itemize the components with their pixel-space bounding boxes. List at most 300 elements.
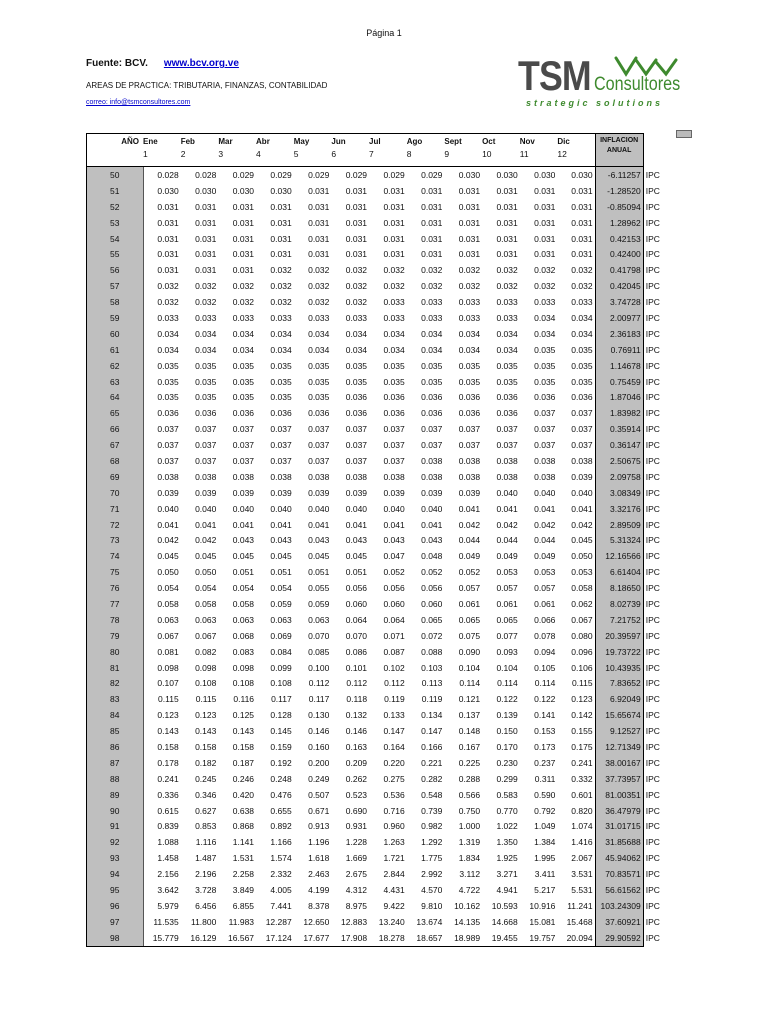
value-cell: 3.531 bbox=[557, 866, 595, 882]
value-cell: 0.143 bbox=[232, 726, 255, 737]
value-cell: 0.041 bbox=[557, 501, 595, 517]
value-cell: 0.042 bbox=[534, 519, 556, 530]
value-cell: 0.548 bbox=[421, 789, 443, 800]
value-cell: 0.178 bbox=[157, 757, 179, 768]
year-cell: 59 bbox=[87, 310, 144, 326]
index-tag-cell: IPC bbox=[645, 297, 660, 308]
value-cell: 0.036 bbox=[232, 408, 255, 419]
value-cell: 0.028 bbox=[157, 169, 179, 180]
value-cell: 0.033 bbox=[308, 312, 330, 323]
month-column-header: Abr 4 bbox=[256, 134, 294, 167]
value-cell: 0.627 bbox=[195, 805, 217, 816]
value-cell: 0.060 bbox=[345, 598, 368, 609]
value-cell: 0.040 bbox=[421, 503, 443, 514]
value-cell: 0.031 bbox=[195, 233, 217, 244]
value-cell: 0.103 bbox=[421, 662, 443, 673]
value-cell: 0.035 bbox=[496, 360, 518, 371]
index-tag-cell: IPC bbox=[645, 567, 660, 578]
inflation-cell: 19.73722 bbox=[595, 644, 643, 660]
value-cell: 0.241 bbox=[557, 755, 595, 771]
year-cell: 52 bbox=[87, 199, 144, 215]
value-cell: 12.650 bbox=[303, 916, 330, 927]
value-cell: 3.849 bbox=[232, 885, 255, 896]
value-cell: 0.055 bbox=[308, 583, 330, 594]
index-tag-cell: IPC bbox=[645, 694, 660, 705]
value-cell: 1.022 bbox=[496, 821, 518, 832]
value-cell: 0.075 bbox=[458, 630, 481, 641]
value-cell: 0.042 bbox=[458, 519, 481, 530]
year-cell: 76 bbox=[87, 580, 144, 596]
value-cell: 0.033 bbox=[458, 312, 481, 323]
value-cell: 0.052 bbox=[383, 567, 405, 578]
year-cell: 83 bbox=[87, 691, 144, 707]
table-row bbox=[87, 787, 664, 803]
index-tag-cell: IPC bbox=[645, 678, 660, 689]
value-cell: 0.034 bbox=[195, 344, 217, 355]
value-cell: 0.931 bbox=[345, 821, 368, 832]
value-cell: 0.098 bbox=[157, 662, 179, 673]
value-cell: 0.163 bbox=[345, 742, 368, 752]
value-cell: 0.038 bbox=[270, 471, 292, 482]
table-row bbox=[87, 246, 664, 262]
value-cell: 1.995 bbox=[534, 853, 556, 864]
value-cell: 0.750 bbox=[458, 805, 481, 816]
value-cell: 0.034 bbox=[157, 328, 179, 339]
value-cell: 0.078 bbox=[534, 630, 556, 641]
value-cell: 0.282 bbox=[421, 773, 443, 784]
value-cell: 0.033 bbox=[345, 312, 368, 323]
index-tag-cell: IPC bbox=[645, 217, 660, 228]
value-cell: 0.031 bbox=[496, 249, 518, 260]
value-cell: 0.112 bbox=[346, 678, 368, 689]
table-row bbox=[87, 405, 664, 421]
logo-main-text: TSM bbox=[518, 52, 591, 99]
value-cell: 19.757 bbox=[520, 930, 558, 946]
table-row bbox=[87, 389, 664, 405]
value-cell: 0.116 bbox=[233, 694, 255, 705]
value-cell: 0.100 bbox=[308, 662, 330, 673]
value-cell: 0.036 bbox=[157, 408, 179, 419]
value-cell: 0.237 bbox=[534, 757, 556, 768]
value-cell: 13.674 bbox=[416, 916, 443, 927]
value-cell: 0.853 bbox=[195, 821, 217, 832]
value-cell: 0.036 bbox=[458, 408, 481, 419]
value-cell: 0.031 bbox=[496, 185, 518, 196]
table-header-row bbox=[87, 134, 664, 167]
value-cell: 4.005 bbox=[270, 885, 292, 896]
value-cell: 0.034 bbox=[270, 328, 292, 339]
inflation-cell: 0.42045 bbox=[595, 278, 643, 294]
value-cell: 0.299 bbox=[496, 773, 518, 784]
value-cell: 8.975 bbox=[345, 900, 368, 911]
value-cell: 0.038 bbox=[383, 471, 405, 482]
value-cell: 0.031 bbox=[345, 201, 368, 212]
logo-sub-text: Consultores bbox=[594, 74, 681, 95]
value-cell: 0.037 bbox=[383, 455, 405, 466]
table-row bbox=[87, 485, 664, 501]
value-cell: 0.036 bbox=[345, 408, 368, 419]
year-cell: 50 bbox=[87, 167, 144, 183]
value-cell: 0.192 bbox=[270, 757, 292, 768]
value-cell: 0.031 bbox=[421, 233, 443, 244]
year-cell: 63 bbox=[87, 374, 144, 390]
table-row bbox=[87, 612, 664, 628]
index-tag-cell: IPC bbox=[645, 885, 660, 896]
value-cell: 0.039 bbox=[345, 487, 368, 498]
value-cell: 0.033 bbox=[421, 312, 443, 323]
value-cell: 0.029 bbox=[270, 169, 292, 180]
table-row bbox=[87, 850, 664, 866]
value-cell: 0.117 bbox=[271, 694, 292, 705]
value-cell: 0.037 bbox=[383, 440, 405, 451]
value-cell: 0.067 bbox=[557, 612, 595, 628]
value-cell: 0.134 bbox=[421, 710, 443, 721]
table-row bbox=[87, 326, 664, 342]
value-cell: 0.031 bbox=[458, 201, 481, 212]
value-cell: 0.041 bbox=[383, 519, 405, 530]
value-cell: 0.035 bbox=[195, 360, 217, 371]
value-cell: 0.053 bbox=[557, 564, 595, 580]
value-cell: 0.037 bbox=[458, 424, 481, 435]
value-cell: 17.908 bbox=[331, 930, 369, 946]
value-cell: 0.036 bbox=[534, 392, 556, 403]
value-cell: 0.031 bbox=[557, 215, 595, 231]
inflation-cell: 0.35914 bbox=[595, 421, 643, 437]
table-row bbox=[87, 930, 664, 946]
company-logo bbox=[518, 50, 688, 112]
value-cell: 9.422 bbox=[383, 900, 405, 911]
value-cell: 0.051 bbox=[270, 567, 292, 578]
value-cell: 0.038 bbox=[421, 471, 443, 482]
value-cell: 0.033 bbox=[534, 297, 556, 308]
value-cell: 0.038 bbox=[458, 455, 481, 466]
value-cell: 0.065 bbox=[458, 614, 481, 625]
value-cell: 2.067 bbox=[557, 850, 595, 866]
value-cell: 0.041 bbox=[270, 519, 292, 530]
value-cell: 15.468 bbox=[557, 914, 595, 930]
value-cell: 0.063 bbox=[270, 614, 292, 625]
table-row bbox=[87, 310, 664, 326]
value-cell: 0.056 bbox=[345, 583, 368, 594]
index-tag-cell: IPC bbox=[645, 233, 660, 244]
value-cell: 2.332 bbox=[270, 869, 292, 880]
value-cell: 0.063 bbox=[195, 614, 217, 625]
month-column-header: Dic 12 bbox=[557, 134, 595, 167]
inflation-cell: 8.18650 bbox=[595, 580, 643, 596]
value-cell: 0.037 bbox=[345, 424, 368, 435]
index-tag-cell: IPC bbox=[645, 424, 660, 435]
value-cell: 0.420 bbox=[232, 789, 255, 800]
index-tag-cell: IPC bbox=[645, 440, 660, 451]
table-row bbox=[87, 262, 664, 278]
value-cell: 0.125 bbox=[232, 710, 255, 721]
value-cell: 0.040 bbox=[557, 485, 595, 501]
value-cell: 0.225 bbox=[458, 757, 481, 768]
table-row bbox=[87, 421, 664, 437]
inflation-cell: 5.31324 bbox=[595, 532, 643, 548]
inflation-cell: 37.73957 bbox=[595, 771, 643, 787]
value-cell: 3.112 bbox=[459, 869, 481, 880]
value-cell: 0.031 bbox=[557, 199, 595, 215]
value-cell: 0.155 bbox=[557, 723, 595, 739]
value-cell: 0.311 bbox=[534, 773, 556, 784]
value-cell: 0.123 bbox=[557, 691, 595, 707]
value-cell: 20.094 bbox=[557, 930, 595, 946]
value-cell: 0.792 bbox=[534, 805, 556, 816]
value-cell: 0.058 bbox=[232, 598, 255, 609]
value-cell: 0.052 bbox=[421, 567, 443, 578]
index-tag-cell: IPC bbox=[645, 535, 660, 546]
value-cell: 11.241 bbox=[557, 898, 595, 914]
table-row bbox=[87, 564, 664, 580]
value-cell: 0.038 bbox=[157, 471, 179, 482]
value-cell: 0.114 bbox=[459, 678, 481, 689]
value-cell: 11.535 bbox=[153, 916, 179, 927]
value-cell: 14.135 bbox=[454, 916, 481, 927]
value-cell: 0.031 bbox=[308, 217, 330, 228]
table-row bbox=[87, 532, 664, 548]
table-row bbox=[87, 771, 664, 787]
inflation-cell: 31.85688 bbox=[595, 834, 643, 850]
year-cell: 92 bbox=[87, 834, 144, 850]
table-row bbox=[87, 167, 664, 183]
table-row bbox=[87, 819, 664, 835]
value-cell: 0.037 bbox=[421, 424, 443, 435]
table-row bbox=[87, 501, 664, 517]
value-cell: 0.033 bbox=[383, 297, 405, 308]
value-cell: 0.041 bbox=[232, 519, 255, 530]
value-cell: 0.108 bbox=[232, 678, 255, 689]
value-cell: 0.031 bbox=[270, 233, 292, 244]
value-cell: 0.034 bbox=[232, 328, 255, 339]
value-cell: 0.030 bbox=[157, 185, 179, 196]
year-cell: 64 bbox=[87, 389, 144, 405]
value-cell: 3.411 bbox=[534, 869, 556, 880]
value-cell: 0.031 bbox=[534, 185, 556, 196]
inflation-column-header: INFLACION ANUAL bbox=[595, 134, 643, 167]
inflation-cell: 0.42400 bbox=[595, 246, 643, 262]
value-cell: 18.989 bbox=[444, 930, 482, 946]
value-cell: 0.059 bbox=[270, 598, 292, 609]
value-cell: 0.038 bbox=[421, 455, 443, 466]
index-tag-cell: IPC bbox=[645, 312, 660, 323]
value-cell: 0.101 bbox=[345, 662, 368, 673]
inflation-cell: 2.89509 bbox=[595, 517, 643, 533]
inflation-table bbox=[86, 133, 664, 947]
value-cell: 0.030 bbox=[534, 169, 556, 180]
value-cell: 0.031 bbox=[232, 201, 255, 212]
year-cell: 84 bbox=[87, 707, 144, 723]
value-cell: 0.200 bbox=[308, 757, 330, 768]
value-cell: 0.031 bbox=[232, 217, 255, 228]
value-cell: 0.034 bbox=[157, 344, 179, 355]
inflation-cell: 7.21752 bbox=[595, 612, 643, 628]
value-cell: 0.054 bbox=[157, 583, 179, 594]
value-cell: 0.031 bbox=[270, 217, 292, 228]
year-cell: 98 bbox=[87, 930, 144, 946]
value-cell: 0.056 bbox=[421, 583, 443, 594]
value-cell: 0.146 bbox=[308, 726, 330, 737]
value-cell: 0.054 bbox=[232, 583, 255, 594]
value-cell: 0.034 bbox=[496, 328, 518, 339]
year-cell: 75 bbox=[87, 564, 144, 580]
value-cell: 0.147 bbox=[383, 726, 405, 737]
value-cell: 14.668 bbox=[491, 916, 518, 927]
value-cell: 0.115 bbox=[557, 676, 595, 692]
year-cell: 70 bbox=[87, 485, 144, 501]
value-cell: 1.531 bbox=[232, 853, 255, 864]
value-cell: 0.115 bbox=[158, 694, 179, 705]
index-tag-cell: IPC bbox=[645, 376, 660, 387]
index-tag-cell: IPC bbox=[645, 360, 660, 371]
table-row bbox=[87, 723, 664, 739]
value-cell: 0.031 bbox=[157, 249, 179, 260]
value-cell: 0.043 bbox=[421, 535, 443, 546]
value-cell: 12.883 bbox=[341, 916, 368, 927]
tag-column-header bbox=[643, 134, 663, 167]
value-cell: 0.041 bbox=[195, 519, 217, 530]
year-cell: 96 bbox=[87, 898, 144, 914]
inflation-cell: 38.00167 bbox=[595, 755, 643, 771]
value-cell: 0.115 bbox=[195, 694, 217, 705]
value-cell: 0.031 bbox=[458, 233, 481, 244]
value-cell: 1.196 bbox=[308, 837, 330, 848]
value-cell: 0.031 bbox=[345, 233, 368, 244]
value-cell: 0.043 bbox=[383, 535, 405, 546]
value-cell: 1.000 bbox=[458, 821, 481, 832]
month-column-header: Sept 9 bbox=[444, 134, 482, 167]
value-cell: 4.431 bbox=[383, 885, 405, 896]
index-tag-cell: IPC bbox=[645, 598, 660, 609]
inflation-cell: 2.36183 bbox=[595, 326, 643, 342]
index-tag-cell: IPC bbox=[645, 519, 660, 530]
value-cell: 0.982 bbox=[421, 821, 443, 832]
value-cell: 0.086 bbox=[345, 646, 368, 657]
value-cell: 19.455 bbox=[482, 930, 520, 946]
value-cell: 0.064 bbox=[345, 614, 368, 625]
value-cell: 0.049 bbox=[458, 551, 481, 562]
value-cell: 17.677 bbox=[294, 930, 332, 946]
value-cell: 0.034 bbox=[345, 328, 368, 339]
value-cell: 4.312 bbox=[345, 885, 368, 896]
value-cell: 0.035 bbox=[157, 360, 179, 371]
index-tag-cell: IPC bbox=[645, 614, 660, 625]
value-cell: 0.057 bbox=[496, 583, 518, 594]
value-cell: 0.034 bbox=[195, 328, 217, 339]
value-cell: 0.035 bbox=[534, 344, 556, 355]
value-cell: 0.037 bbox=[270, 424, 292, 435]
value-cell: 0.037 bbox=[308, 440, 330, 451]
inflation-cell: 56.61562 bbox=[595, 882, 643, 898]
inflation-cell: 45.94062 bbox=[595, 850, 643, 866]
value-cell: 0.030 bbox=[270, 185, 292, 196]
value-cell: 0.035 bbox=[157, 392, 179, 403]
inflation-cell: 81.00351 bbox=[595, 787, 643, 803]
value-cell: 0.507 bbox=[308, 789, 330, 800]
value-cell: 0.037 bbox=[195, 440, 217, 451]
value-cell: 0.041 bbox=[496, 503, 518, 514]
inflation-cell: 36.47979 bbox=[595, 803, 643, 819]
value-cell: 0.032 bbox=[496, 265, 518, 276]
value-cell: 0.031 bbox=[345, 249, 368, 260]
value-cell: 0.034 bbox=[458, 344, 481, 355]
value-cell: 0.039 bbox=[195, 487, 217, 498]
value-cell: 0.042 bbox=[557, 517, 595, 533]
value-cell: 0.061 bbox=[534, 598, 556, 609]
inflation-cell: 20.39597 bbox=[595, 628, 643, 644]
value-cell: 0.041 bbox=[345, 519, 368, 530]
logo-tagline: strategic solutions bbox=[526, 98, 664, 108]
value-cell: 0.043 bbox=[270, 535, 292, 546]
inflation-cell: 0.76911 bbox=[595, 342, 643, 358]
value-cell: 6.855 bbox=[232, 900, 255, 911]
value-cell: 0.060 bbox=[421, 598, 443, 609]
value-cell: 0.054 bbox=[270, 583, 292, 594]
table-row bbox=[87, 707, 664, 723]
value-cell: 0.032 bbox=[345, 281, 368, 292]
value-cell: 2.844 bbox=[383, 869, 405, 880]
value-cell: 0.044 bbox=[534, 535, 556, 546]
value-cell: 0.536 bbox=[383, 789, 405, 800]
value-cell: 0.523 bbox=[345, 789, 368, 800]
value-cell: 0.067 bbox=[195, 630, 217, 641]
value-cell: 0.037 bbox=[557, 421, 595, 437]
value-cell: 0.032 bbox=[496, 281, 518, 292]
value-cell: 0.037 bbox=[157, 455, 179, 466]
value-cell: 0.029 bbox=[232, 169, 255, 180]
value-cell: 0.034 bbox=[308, 328, 330, 339]
value-cell: 0.070 bbox=[345, 630, 368, 641]
value-cell: 0.147 bbox=[421, 726, 443, 737]
value-cell: 0.033 bbox=[421, 297, 443, 308]
value-cell: 1.669 bbox=[345, 853, 368, 864]
index-tag-cell: IPC bbox=[645, 265, 660, 276]
value-cell: 0.241 bbox=[157, 773, 179, 784]
month-column-header: Oct 10 bbox=[482, 134, 520, 167]
value-cell: 11.800 bbox=[190, 916, 217, 927]
value-cell: 0.132 bbox=[345, 710, 368, 721]
value-cell: 0.030 bbox=[496, 169, 518, 180]
value-cell: 0.045 bbox=[345, 551, 368, 562]
value-cell: 1.074 bbox=[557, 819, 595, 835]
value-cell: 0.068 bbox=[232, 630, 255, 641]
value-cell: 0.031 bbox=[157, 201, 179, 212]
value-cell: 0.031 bbox=[157, 217, 179, 228]
table-row bbox=[87, 469, 664, 485]
value-cell: 2.156 bbox=[157, 869, 179, 880]
value-cell: 0.030 bbox=[195, 185, 217, 196]
value-cell: 0.166 bbox=[421, 742, 443, 752]
value-cell: 0.045 bbox=[270, 551, 292, 562]
value-cell: 0.032 bbox=[383, 265, 405, 276]
value-cell: 0.063 bbox=[308, 614, 330, 625]
month-column-header: Ago 8 bbox=[407, 134, 445, 167]
value-cell: 0.119 bbox=[421, 694, 443, 705]
value-cell: 4.570 bbox=[421, 885, 443, 896]
table-row bbox=[87, 199, 664, 215]
value-cell: 0.035 bbox=[270, 392, 292, 403]
index-tag-cell: IPC bbox=[645, 169, 660, 180]
inflation-cell: 0.36147 bbox=[595, 437, 643, 453]
month-column-header: Jul 7 bbox=[369, 134, 407, 167]
value-cell: 10.162 bbox=[454, 900, 481, 911]
value-cell: 0.064 bbox=[383, 614, 405, 625]
table-row bbox=[87, 691, 664, 707]
source-link[interactable]: www.bcv.org.ve bbox=[163, 58, 239, 69]
value-cell: 0.114 bbox=[497, 678, 518, 689]
email-link[interactable]: correo: info@tsmconsultores.com bbox=[86, 99, 191, 106]
value-cell: 0.031 bbox=[345, 185, 368, 196]
